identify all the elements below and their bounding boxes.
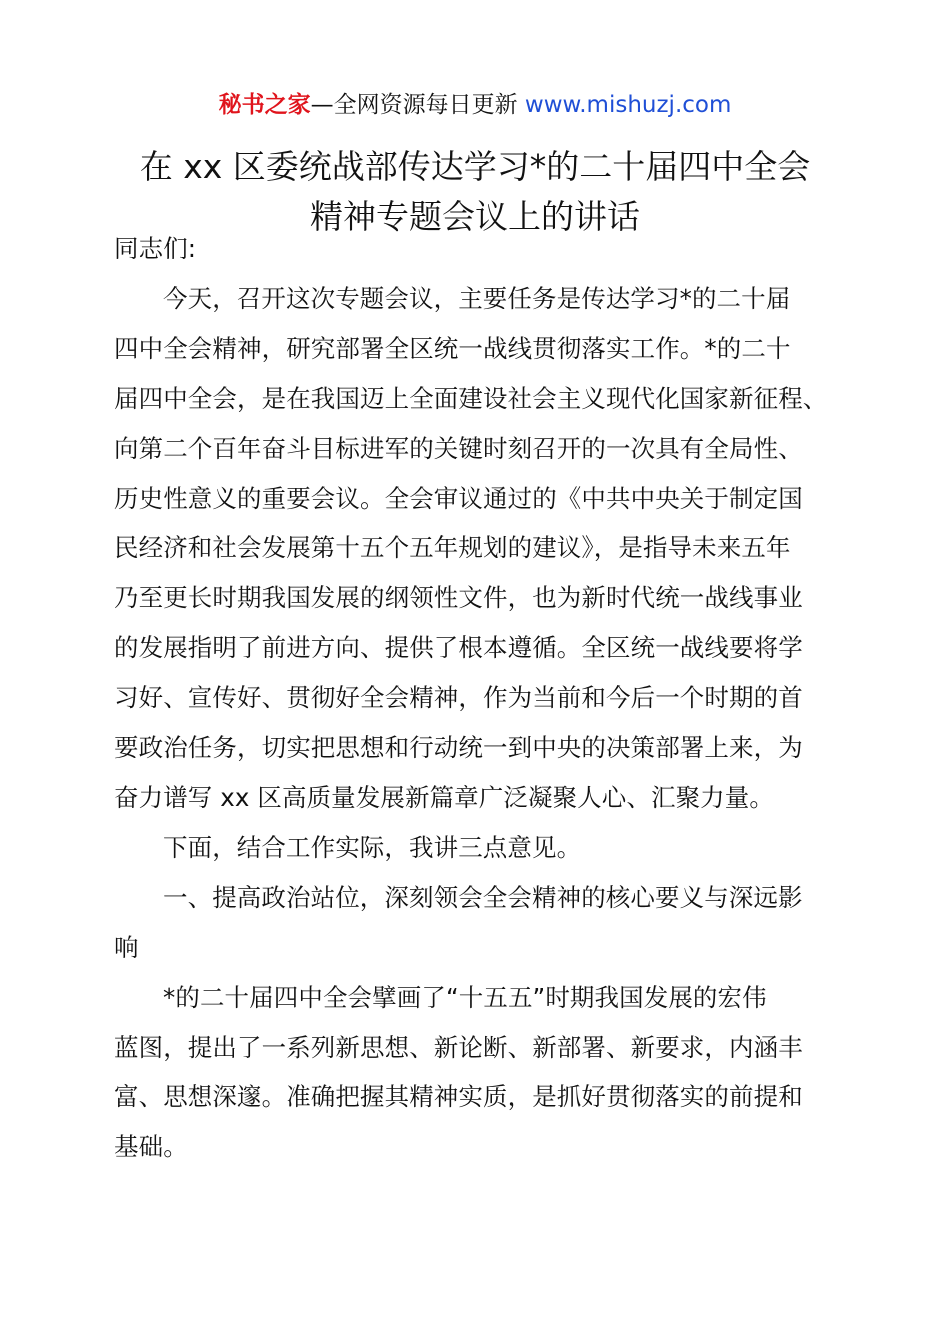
title-line-2: 精神专题会议上的讲话 — [310, 197, 640, 236]
paragraph-line: 向第二个百年奋斗目标进军的关键时刻召开的一次具有全局性、 — [114, 433, 803, 463]
paragraph-line: 习好、宣传好、贯彻好全会精神，作为当前和今后一个时期的首 — [114, 683, 803, 713]
title-line-1: 在 xx 区委统战部传达学习*的二十届四中全会 — [139, 147, 811, 186]
paragraph-line: 届四中全会，是在我国迈上全面建设社会主义现代化国家新征程、 — [114, 383, 828, 413]
heading-line: 响 — [114, 932, 139, 962]
paragraph-line: *的二十届四中全会擘画了“十五五”时期我国发展的宏伟 — [163, 982, 767, 1012]
brand-name: 秘书之家 — [218, 92, 311, 118]
salutation: 同志们: — [114, 234, 197, 263]
paragraph-line: 四中全会精神，研究部署全区统一战线贯彻落实工作。*的二十 — [114, 333, 791, 363]
document-body — [114, 224, 840, 1172]
paragraph-line: 要政治任务，切实把思想和行动统一到中央的决策部署上来，为 — [114, 733, 803, 763]
paragraph-line: 基础。 — [114, 1132, 188, 1162]
heading-line: 一、提高政治站位，深刻领会全会精神的核心要义与深远影 — [163, 882, 803, 912]
paragraph-line: 今天，召开这次专题会议，主要任务是传达学习*的二十届 — [163, 283, 791, 313]
paragraph-line: 乃至更长时期我国发展的纲领性文件，也为新时代统一战线事业 — [114, 583, 803, 613]
paragraph-line: 民经济和社会发展第十五个五年规划的建议》，是指导未来五年 — [114, 533, 791, 563]
paragraph-intro — [114, 274, 840, 823]
paragraph-line: 历史性意义的重要会议。全会审议通过的《中共中央关于制定国 — [114, 483, 803, 513]
paragraph-line: 奋力谱写 xx 区高质量发展新篇章广泛凝聚人心、汇聚力量。 — [114, 782, 774, 812]
paragraph-section-1 — [114, 973, 840, 1173]
section-heading-1 — [114, 873, 840, 973]
paragraph-line: 富、思想深邃。准确把握其精神实质，是抓好贯彻落实的前提和 — [114, 1082, 803, 1112]
paragraph-transition: 下面，结合工作实际，我讲三点意见。 — [163, 832, 582, 862]
header-tagline: —全网资源每日更新 — [310, 92, 525, 118]
header-url-link[interactable]: www.mishuzj.com — [524, 92, 732, 118]
paragraph-line: 蓝图，提出了一系列新思想、新论断、新部署、新要求，内涵丰 — [114, 1032, 803, 1062]
paragraph-line: 的发展指明了前进方向、提供了根本遵循。全区统一战线要将学 — [114, 633, 803, 663]
site-header — [0, 88, 950, 122]
